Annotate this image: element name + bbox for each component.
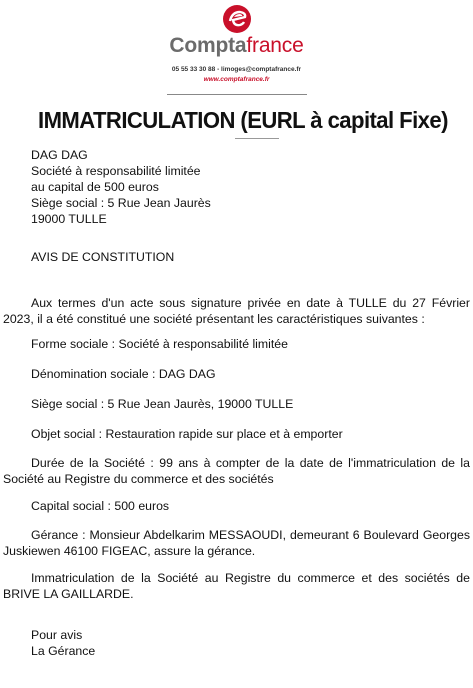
company-name: DAG DAG [31, 148, 88, 162]
website-line: www.comptafrance.fr [203, 76, 270, 83]
comptafrance-logo [0, 0, 473, 100]
company-city: 19000 TULLE [31, 212, 107, 226]
field-objet-social: Objet social : Restauration rapide sur place et à emporter [31, 427, 343, 441]
brand-name: Comptafrance [169, 34, 304, 57]
company-address: Siège social : 5 Rue Jean Jaurès [31, 196, 211, 210]
field-forme-sociale: Forme sociale : Société à responsabilité limitée [31, 337, 288, 351]
field-capital-social: Capital social : 500 euros [31, 499, 170, 513]
field-siege-social: Siège social : 5 Rue Jean Jaurès, 19000 TULLE [31, 397, 294, 411]
company-form: Société à responsabilité limitée [31, 164, 201, 178]
field-denomination: Dénomination sociale : DAG DAG [31, 367, 216, 381]
comptafrance-e-icon [222, 4, 252, 34]
company-capital: au capital de 500 euros [31, 180, 159, 194]
title-divider [235, 138, 279, 139]
field-duree: Durée de la Société : 99 ans à compter de la date de l'immatriculation de la Société au Registre du commerce et des sociétés [3, 456, 470, 486]
logo-divider [167, 94, 307, 95]
intro-paragraph: Aux termes d'un acte sous signature privée en date à TULLE du 27 Février 2023, il a été constitué une société présentant les caractéristiques suivantes : [3, 296, 470, 326]
closing-signature: La Gérance [31, 644, 96, 658]
notice-heading: AVIS DE CONSTITUTION [31, 250, 175, 264]
contact-line: 05 55 33 30 88 - limoges@comptafrance.fr [171, 66, 302, 73]
field-gerance: Gérance : Monsieur Abdelkarim MESSAOUDI, demeurant 6 Boulevard Georges Juskiewen 46100 FIGEAC, assure la gérance. [3, 528, 470, 558]
page-title: IMMATRICULATION (EURL à capital Fixe) [38, 107, 448, 133]
closing-pour-avis: Pour avis [31, 628, 83, 642]
field-immatriculation: Immatriculation de la Société au Registre du commerce et des sociétés de BRIVE LA GAILLARDE. [3, 571, 470, 601]
